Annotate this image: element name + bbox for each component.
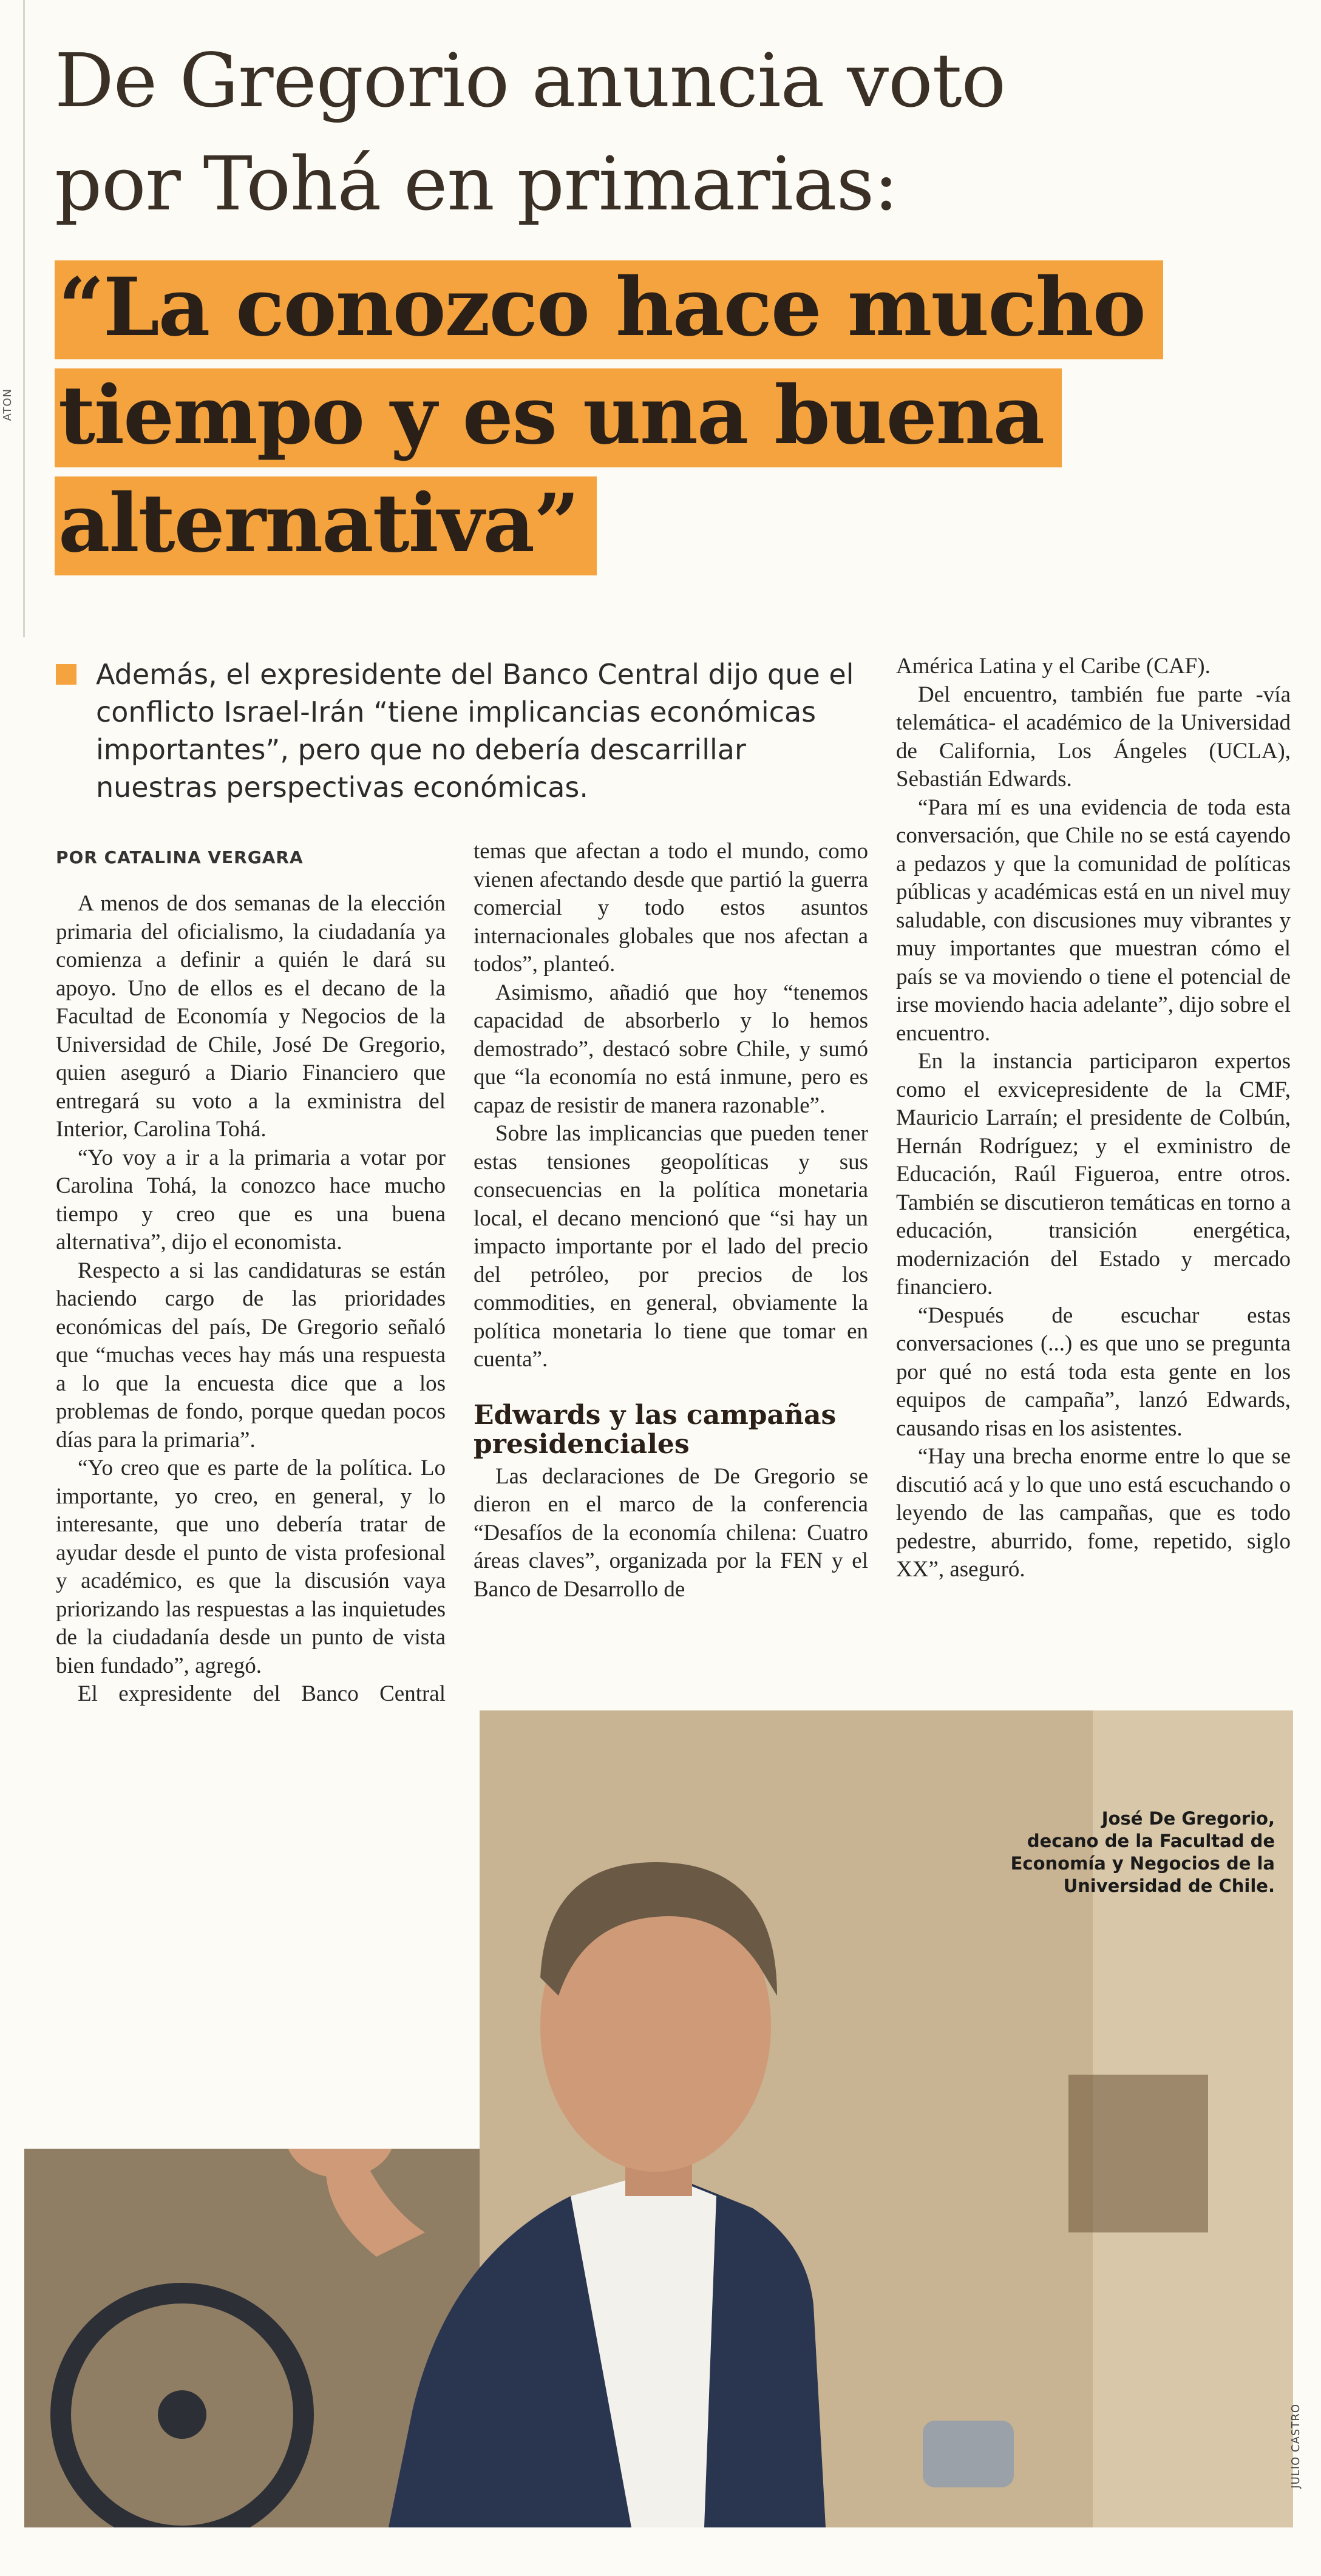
quote-line-2: tiempo y es una buena <box>55 368 1062 467</box>
quote-line-1: “La conozco hace mucho <box>55 260 1163 359</box>
section-subhead: Edwards y las campañas presidenciales <box>474 1399 837 1460</box>
article-column-2 <box>474 838 868 1604</box>
quote-line-3: alternativa” <box>55 476 597 575</box>
headline-line-2: por Tohá en primarias: <box>55 141 898 227</box>
paragraph: “Hay una brecha enorme entre lo que se discutió acá y lo que uno está escuchando o leyendo de las campañas, que es todo pedestre, aburrido, fome, repetido, siglo XX”, aseguró. <box>896 1444 1291 1582</box>
lead-text: Además, el expresidente del Banco Central dijo que el conflicto Israel-Irán “tiene implicancias económicas importantes”, pero que no debería descarrillar nuestras perspectivas económicas. <box>96 658 854 804</box>
paragraph: A menos de dos semanas de la elección primaria del oficialismo, la ciudadanía ya comienza a definir a quién le dará su apoyo. Uno de ellos es el decano de la Facultad de Economía y Negocios de la Universidad de Chile, José De Gregorio, quien aseguró a Diario Financiero que entregará su voto a la exministra del Interior, Carolina Tohá. <box>56 891 446 1142</box>
caption-line-3: Economía y Negocios de la <box>1010 1853 1275 1874</box>
photo-credit: JULIO CASTRO <box>1289 2404 1302 2489</box>
paragraph: En la instancia participaron expertos como el exvicepresidente de la CMF, Mauricio Larraín; el presidente de Colbún, Hernán Rodríguez; y el exministro de Educación, Raúl Figueroa, entre otros. También se discutieron temáticas en torno a educación, transición energética, modernización del Estado y mercado financiero. <box>896 1049 1291 1300</box>
paragraph: Asimismo, añadió que hoy “tenemos capacidad de absorberlo y lo hemos demostrado”, destacó sobre Chile, y sumó que “la economía no está inmune, pero es capaz de resistir de manera razonable”. <box>474 980 868 1118</box>
paragraph: América Latina y el Caribe (CAF). <box>896 654 1211 679</box>
paragraph: “Para mí es una evidencia de toda esta conversación, que Chile no se está cayendo a pedazos y que la comunidad de políticas públicas y académicas está en un nivel muy saludable, con discusiones muy vibrantes y muy importantes que muestran cómo el país se va moviendo o tiene el potencial de irse moviendo hacia adelante”, dijo sobre el encuentro. <box>896 795 1291 1046</box>
paragraph: Las declaraciones de De Gregorio se dieron en el marco de la conferencia “Desafíos de la economía chilena: Cuatro áreas claves”, organizada por la FEN y el Banco de Desarrollo de <box>474 1463 868 1602</box>
paragraph: Sobre las implicancias que pueden tener estas tensiones geopolíticas y sus consecuencias en la política monetaria local, el decano mencionó que “si hay un impacto importante por el lado del precio del petróleo, por precios de los commodities, en general, obviamente la política monetaria lo tiene que tomar en cuenta”. <box>474 1121 868 1372</box>
photo-caption <box>977 1808 1275 1897</box>
paragraph: Del encuentro, también fue parte -vía telemática- el académico de la Universidad de California, Los Ángeles (UCLA), Sebastián Edwards. <box>896 682 1291 791</box>
byline: POR CATALINA VERGARA <box>56 847 304 867</box>
square-bullet-icon <box>56 664 76 685</box>
text-inset-area <box>24 1710 480 2149</box>
paragraph: “Yo voy a ir a la primaria a votar por Carolina Tohá, la conozco hace mucho tiempo y creo que es una buena alternativa”, dijo el economista. <box>56 1145 446 1255</box>
caption-line-4: Universidad de Chile. <box>1063 1876 1275 1896</box>
headline <box>55 29 1293 236</box>
column-rule <box>23 0 25 637</box>
photo-credit-top: ATON <box>1 388 14 421</box>
headline-line-1: De Gregorio anuncia voto <box>55 38 1006 124</box>
paragraph: temas que afectan a todo el mundo, como vienen afectando desde que partió la guerra comercial y todo estos asuntos internacionales globales que nos afectan a todos”, planteó. <box>474 839 868 977</box>
paragraph: “Yo creo que es parte de la política. Lo importante, yo creo, en general, y lo interesante, que uno debería tratar de ayudar desde el punto de vista profesional y académico, es que la discusión vaya priorizando las respuestas a las inquietudes de la ciudadanía desde un punto de vista bien fundado”, agregó. <box>56 1456 446 1678</box>
paragraph: “Después de escuchar estas conversaciones (...) es que uno se pregunta por qué no está toda esta gente en los equipos de campaña”, lanzó Edwards, causando risas en los asistentes. <box>896 1303 1291 1441</box>
lead-summary <box>56 656 869 806</box>
caption-line-1: José De Gregorio, <box>1101 1808 1275 1829</box>
caption-line-2: decano de la Facultad de <box>1027 1831 1275 1851</box>
paragraph: Respecto a si las candidaturas se están haciendo cargo de las prioridades económicas del país, De Gregorio señaló que “muchas veces hay más una respuesta a lo que la encuesta dice que a los problemas de fondo, porque quedan pocos días para la primaria”. <box>56 1258 446 1452</box>
headline-quote <box>55 254 1293 578</box>
article-column-3 <box>896 652 1291 1584</box>
paragraph: El expresidente del Banco Central <box>78 1681 446 1706</box>
